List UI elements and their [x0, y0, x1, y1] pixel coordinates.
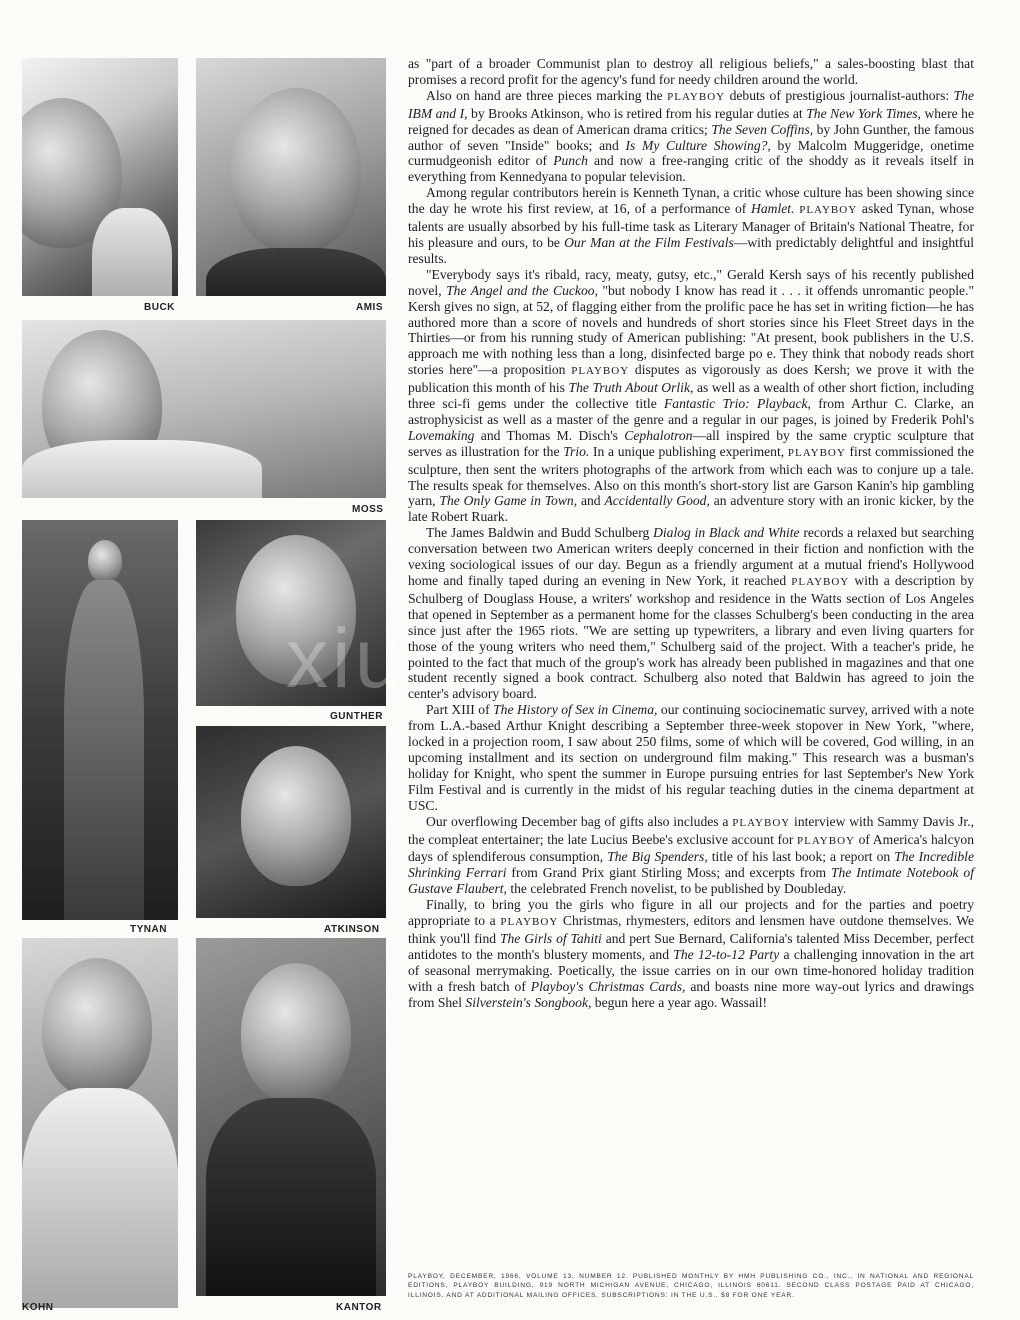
photo-tynan [22, 520, 178, 920]
caption-kantor: KANTOR [336, 1302, 382, 1313]
paragraph: Part XIII of The History of Sex in Cinema, our continuing sociocinematic survey, arrived with a note from L.A.-based Arthur Knight describing a September three-week stopover in New York, "where, locked in a projection room, I saw about 250 films, some of which will be covered, God willing, in an upcoming installment and its section on underground film making." This research was a busman's holiday for Knight, who spent the summer in Europe pursuing entries for last September's New York Film Festival and is currently in the midst of his regular teaching duties in the cinema department at USC. [408, 702, 974, 813]
paragraph: Also on hand are three pieces marking the PLAYBOY debuts of prestigious journalist-authors: The IBM and I, by Brooks Atkinson, who is retired from his regular duties at The New York Times, where he reigned for decades as dean of American drama critics; The Seven Coffins, by John Gunther, the famous author of seven "Inside" books; and Is My Culture Showing?, by Malcolm Muggeridge, onetime curmudgeonish editor of Punch and now a free-ranging critic of the shoddy as it reveals itself in everything from Kennedyana to popular television. [408, 87, 975, 185]
caption-tynan: TYNAN [130, 924, 167, 935]
caption-buck: BUCK [144, 302, 175, 313]
photo-kohn [22, 938, 178, 1308]
caption-kohn: KOHN [22, 1302, 54, 1313]
photo-buck [22, 58, 178, 296]
paragraph: "Everybody says it's ribald, racy, meaty, gutsy, etc.," Gerald Kersh says of his recently published novel, The Angel and the Cuckoo, "but nobody I know has read it . . . it offends unromantic people." Kersh gives no sign, at 52, of flagging either from the prolific pace he has set in writing fiction—he has authored more than a score of novels and hundreds of short stories since his Fleet Street days in the Thirties—or from his running study of American publishing: "At present, book publishers in the U.S. approach me with nothing less than a long, disinfected barge po e. They think that nobody reads short stories here"—a proposition PLAYBOY disputes as vigorously as does Kersh; we prove it with the publication this month of his The Truth About Orlik, as well as a wealth of other short fiction, including three sci-fi gems under the collective title Fantastic Trio: Playback, from Arthur C. Clarke, an astrophysicist as well as a master of the genre and a regular in our pages, is joined by Frederik Pohl's Lovemaking and Thomas M. Disch's Cephalotron—all inspired by the same cryptic sculpture that serves as illustration for the Trio. In a unique publishing experiment, PLAYBOY first commissioned the sculpture, then sent the writers photographs of the artwork from which each was to conjure up a tale. The results speak for themselves. Also on this month's short-story list are Garson Kanin's hip gambling yarn, The Only Game in Town, and Accidentally Good, an adventure story with an ironic kicker, by the late Robert Ruark. [408, 266, 974, 525]
paragraph: Among regular contributors herein is Kenneth Tynan, a critic whose culture has been showing since the day he wrote his first review, at 16, of a performance of Hamlet. PLAYBOY asked Tynan, whose talents are usually absorbed by his full-time task as Literary Manager of Britain's National Theatre, for his pleasure and ours, to be Our Man at the Film Festivals—with predictably delightful and insightful results. [408, 185, 975, 266]
watermark: xiu [286, 611, 406, 705]
paragraph: The James Baldwin and Budd Schulberg Dialog in Black and White records a relaxed but searching conversation between two American writers deeply concerned in their fiction and nonfiction with the vexing sociological issues of our day. Begun as a friendly argument at a mutual friend's Hollywood home and finally taped during an evening in New York, it reached PLAYBOY with a description by Schulberg of Douglass House, a writers' workshop and residence in the Watts section of Los Angeles that opened in September as a permanent home for the classes Schulberg's been conducting in the area since just after the 1965 riots. "We are setting up typewriters, a library and even living quarters for those of the young writers who need them," Schulberg said of the project. With a teacher's pride, he pointed to the fact that much of the group's work has already been published in magazines and that one student recently signed a book contract. Schulberg also noted that Baldwin has agreed to join the center's advisory board. [408, 525, 975, 702]
photo-atkinson [196, 726, 386, 918]
caption-moss: MOSS [352, 504, 384, 515]
photo-kantor [196, 938, 386, 1296]
paragraph: as "part of a broader Communist plan to destroy all religious beliefs," a sales-boosting blast that promises a record profit for the agency's fund for needy children around the world. [408, 56, 974, 87]
caption-atkinson: ATKINSON [324, 924, 380, 935]
paragraph: Finally, to bring you the girls who figure in all our projects and for the parties and poetry appropriate to a PLAYBOY Christmas, rhymesters, editors and lensmen have outdone themselves. We think you'll find The Girls of Tahiti and pert Sue Bernard, California's talented Miss December, perfect antidotes to the month's blustery moments, and The 12-to-12 Party a challenging innovation in the art of seasonal merrymaking. Poetically, the issue carries on in our own time-honored holiday tradition with a fresh batch of Playboy's Christmas Cards, and boasts nine more way-out lyrics and drawings from Shel Silverstein's Songbook, begun here a year ago. Wassail! [408, 897, 975, 1010]
caption-gunther: GUNTHER [330, 711, 383, 722]
caption-amis: AMIS [356, 302, 383, 313]
photo-moss [22, 320, 386, 498]
article-body [408, 56, 974, 1010]
publication-notice: PLAYBOY, DECEMBER, 1966, VOLUME 13, NUMBER 12. PUBLISHED MONTHLY BY HMH PUBLISHING CO., INC., IN NATIONAL AND REGIONAL EDITIONS, PLAYBOY BUILDING, 919 NORTH MICHIGAN AVENUE, CHICAGO, ILLINOIS 60611. SECOND CLASS POSTAGE PAID AT CHICAGO, ILLINOIS, AND AT ADDITIONAL MAILING OFFICES. SUBSCRIPTIONS: IN THE U.S., $8 FOR ONE YEAR. [408, 1273, 974, 1299]
photo-amis [196, 58, 386, 296]
paragraph: Our overflowing December bag of gifts also includes a PLAYBOY interview with Sammy Davis Jr., the compleat entertainer; the late Lucius Beebe's exclusive account for PLAYBOY of America's halcyon days of splendiferous consumption, The Big Spenders, title of his last book; a report on The Incredible Shrinking Ferrari from Grand Prix giant Stirling Moss; and excerpts from The Intimate Notebook of Gustave Flaubert, the celebrated French novelist, to be published by Doubleday. [408, 813, 975, 897]
